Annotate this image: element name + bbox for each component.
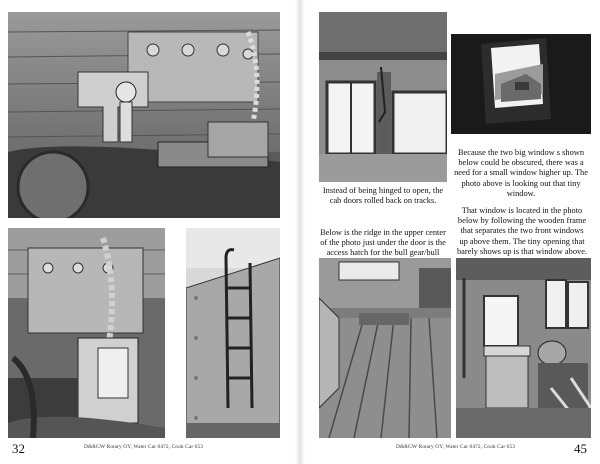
car-ladder-image xyxy=(186,228,280,438)
caption-access-hatch: Below is the ridge in the upper center of the photo just under the door is the access hatch for the bull gear/bull xyxy=(320,228,446,258)
page-gutter xyxy=(295,0,305,464)
left-page-number: 32 xyxy=(12,441,25,456)
photo-cab-interior xyxy=(456,258,591,438)
photo-tiny-window-view xyxy=(451,34,591,134)
coupler-hardware-image xyxy=(8,12,280,218)
coupler-knuckle-image xyxy=(8,228,165,438)
photo-coupler-knuckle xyxy=(8,228,165,438)
caption-window-location: That window is located in the photo below by following the wooden frame that separates the two front windows up above them. The tiny opening that barely shows up is that window above. xyxy=(456,206,588,256)
cab-doors-image xyxy=(319,12,447,182)
caption-cab-doors: Instead of being hinged to open, the cab doors rolled back on tracks. xyxy=(322,186,444,206)
caption-small-window: Because the two big window s shown below could be obscured, there was a need for a small window higher up. The photo above is looking out that tiny window. xyxy=(454,148,588,198)
photo-car-ladder xyxy=(186,228,280,438)
photo-cab-doors xyxy=(319,12,447,182)
photo-cab-floor xyxy=(319,258,451,438)
right-page-number: 45 xyxy=(574,441,587,456)
tiny-window-view-image xyxy=(451,34,591,134)
photo-coupler-hardware xyxy=(8,12,280,218)
left-page-footer: D&RGW Rotary OY, Water Car 0472, Cook Car 053 xyxy=(84,444,204,450)
cab-floor-image xyxy=(319,258,451,438)
right-page-footer: D&RGW Rotary OY, Water Car 0472, Cook Car 053 xyxy=(396,444,516,450)
cab-interior-image xyxy=(456,258,591,438)
